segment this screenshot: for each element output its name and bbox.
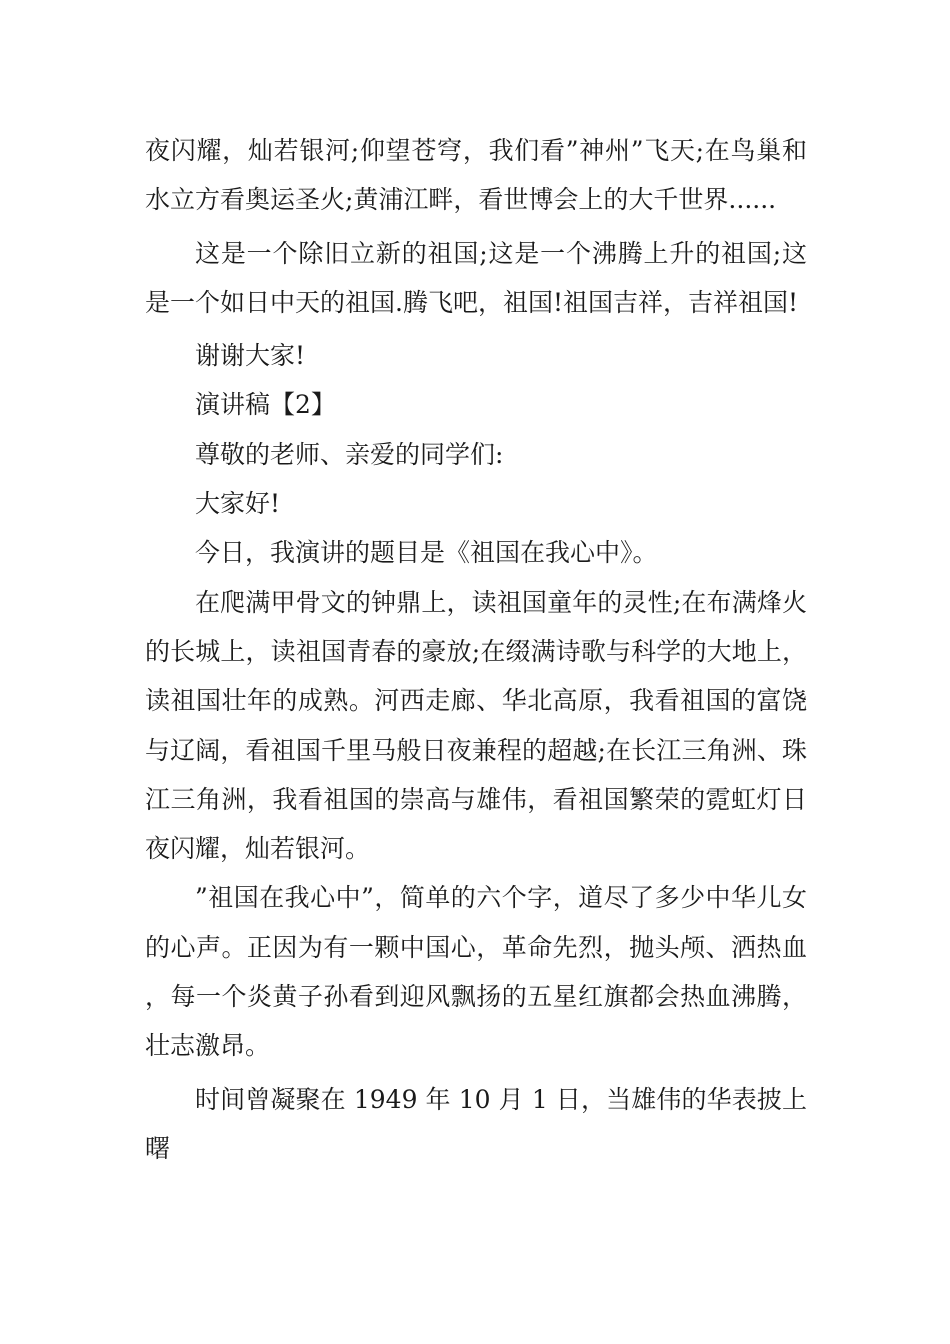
paragraph-body: ”祖国在我心中”，简单的六个字，道尽了多少中华儿女的心声。正因为有一颗中国心，革命先烈，抛头颅、洒热血，每一个炎黄子孙看到迎风飘扬的五星红旗都会热血沸腾，壮志激昂。 [145,883,807,1061]
section-heading: 演讲稿【2】 [195,390,336,420]
paragraph-greeting: 大家好! [195,489,281,519]
paragraph-body: 时间曾凝聚在 1949 年 10 月 1 日，当雄伟的华表披上曙 [145,1084,807,1163]
paragraph-thanks: 谢谢大家! [195,341,306,371]
paragraph-closing: 这是一个除旧立新的祖国;这是一个沸腾上升的祖国;这是一个如日中天的祖国.腾飞吧，祖国!祖国吉祥，吉祥祖国! [145,238,807,317]
paragraph-body: 在爬满甲骨文的钟鼎上，读祖国童年的灵性;在布满烽火的长城上，读祖国青春的豪放;在缀满诗歌与科学的大地上，读祖国壮年的成熟。河西走廊、华北高原，我看祖国的富饶与辽阔，看祖国千里马般日夜兼程的超越;在长江三角洲、珠江三角洲，我看祖国的崇高与雄伟，看祖国繁荣的霓虹灯日夜闪耀，灿若银河。 [145,587,807,864]
paragraph-salutation: 尊敬的老师、亲爱的同学们: [195,439,504,469]
document-body [145,126,807,1173]
paragraph-continuation: 夜闪耀，灿若银河;仰望苍穹，我们看”神州”飞天;在鸟巢和水立方看奥运圣火;黄浦江畔，看世博会上的大千世界...... [145,136,807,215]
paragraph-topic: 今日，我演讲的题目是《祖国在我心中》。 [195,538,658,568]
